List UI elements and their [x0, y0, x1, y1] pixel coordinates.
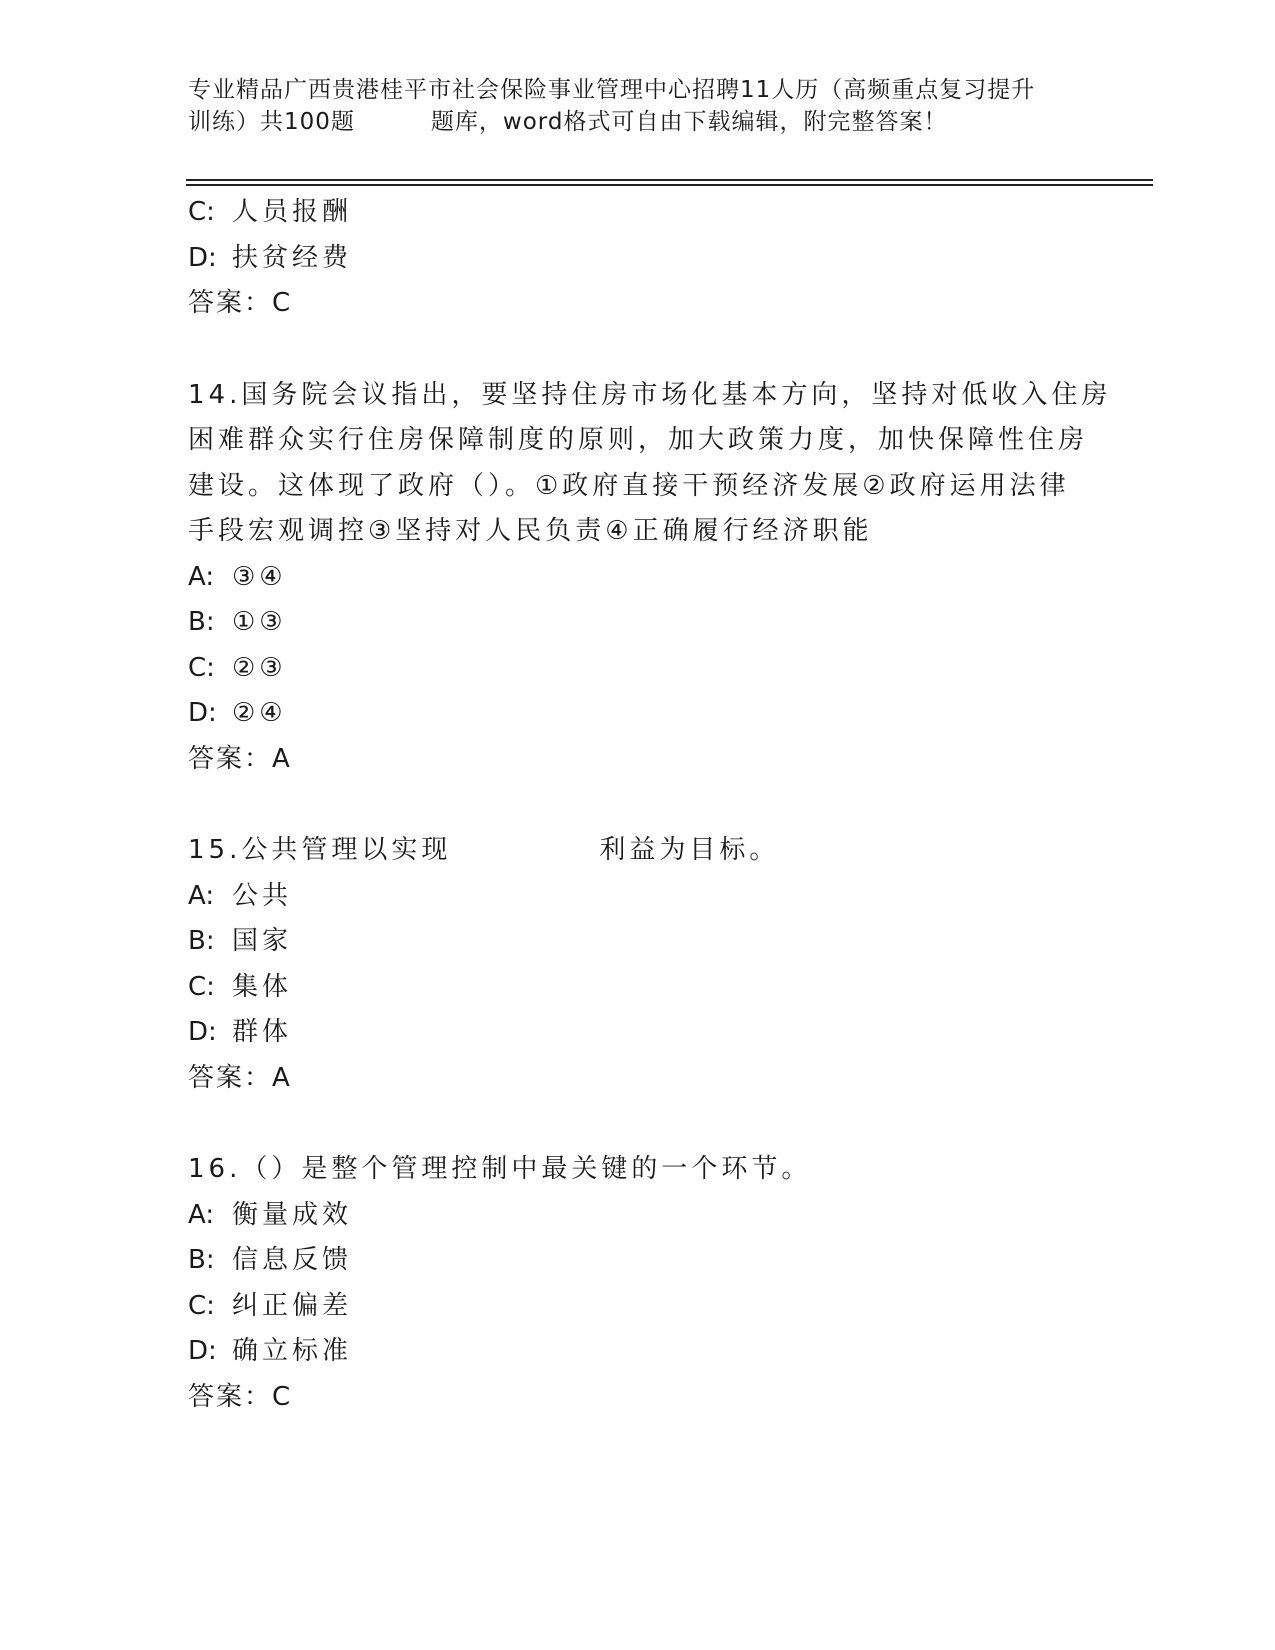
option-letter: C:: [188, 652, 215, 683]
option-letter: D:: [188, 242, 217, 273]
option-text: 集体: [232, 971, 293, 1002]
document-header: [188, 74, 1088, 138]
question-stem-line: 手段宏观调控③坚持对人民负责④正确履行经济职能: [188, 516, 873, 546]
option-c: [188, 646, 1088, 692]
option-text: 扶贫经费: [232, 242, 353, 273]
option-letter: B:: [188, 1245, 215, 1275]
option-c: [188, 965, 1088, 1011]
question-stem-line: 建设。这体现了政府（）。①政府直接干预经济发展②政府运用法律: [188, 470, 1070, 501]
option-letter: C:: [188, 971, 215, 1002]
option-text: 群体: [232, 1017, 293, 1047]
question-15: [188, 828, 1088, 1101]
question-stem-line: 困难群众实行住房保障制度的原则，加大政策力度，加快保障性住房: [188, 425, 1089, 455]
option-letter: D:: [188, 1336, 217, 1366]
option-d: [188, 1010, 1088, 1056]
option-text: 公共: [232, 880, 293, 911]
question-16: [188, 1147, 1088, 1420]
header-line-2-part-2: 题库，word格式可自由下载编辑，附完整答案！: [430, 109, 948, 135]
option-text: 信息反馈: [232, 1245, 353, 1275]
option-d: [188, 691, 1088, 737]
option-a: [188, 555, 1088, 601]
header-line-1: 专业精品广西贵港桂平市社会保险事业管理中心招聘11人历（高频重点复习提升: [188, 77, 1036, 103]
question-stem-line: 16.（）是整个管理控制中最关键的一个环节。: [188, 1154, 812, 1184]
option-b: [188, 919, 1088, 965]
question-stem-line: [188, 828, 1088, 874]
option-letter: A:: [188, 880, 215, 911]
question-14: [188, 373, 1112, 783]
answer: 答案：A: [188, 743, 292, 774]
option-text: ②④: [232, 698, 287, 728]
answer: 答案：C: [188, 1381, 293, 1412]
question-list: [188, 190, 1112, 1420]
option-b: [188, 600, 1088, 646]
option-a: [188, 1193, 1088, 1239]
option-text: 国家: [232, 926, 293, 956]
answer: 答案：A: [188, 1062, 292, 1093]
option-text: ②③: [232, 652, 287, 683]
option-letter: B:: [188, 607, 215, 637]
option-b: [188, 1238, 1088, 1284]
option-d: [188, 236, 1088, 282]
option-a: [188, 874, 1088, 920]
question-stem-part-1: 15.公共管理以实现: [188, 835, 452, 865]
header-line-2-part-1: 训练）共100题: [188, 109, 355, 135]
question-stem-part-2: 利益为目标。: [599, 835, 780, 865]
option-letter: B:: [188, 926, 215, 956]
option-text: ①③: [232, 607, 287, 637]
answer: 答案：C: [188, 288, 293, 318]
header-line-2: [188, 106, 1088, 138]
option-letter: D:: [188, 1017, 217, 1047]
header-divider-top: [186, 179, 1153, 181]
header-divider-bottom: [186, 184, 1153, 186]
option-d: [188, 1329, 1088, 1375]
question-stem-line: 14.国务院会议指出，要坚持住房市场化基本方向，坚持对低收入住房: [188, 379, 1112, 410]
option-text: 确立标准: [232, 1336, 353, 1366]
option-c: [188, 190, 1088, 236]
option-letter: C:: [188, 197, 215, 227]
option-letter: D:: [188, 698, 217, 728]
option-text: 纠正偏差: [232, 1290, 353, 1321]
question-13-continued: [188, 190, 1088, 327]
option-text: ③④: [232, 561, 287, 592]
option-c: [188, 1284, 1088, 1330]
option-letter: A:: [188, 1199, 215, 1230]
option-letter: C:: [188, 1290, 215, 1321]
option-letter: A:: [188, 561, 215, 592]
option-text: 衡量成效: [232, 1199, 353, 1230]
option-text: 人员报酬: [232, 197, 353, 227]
